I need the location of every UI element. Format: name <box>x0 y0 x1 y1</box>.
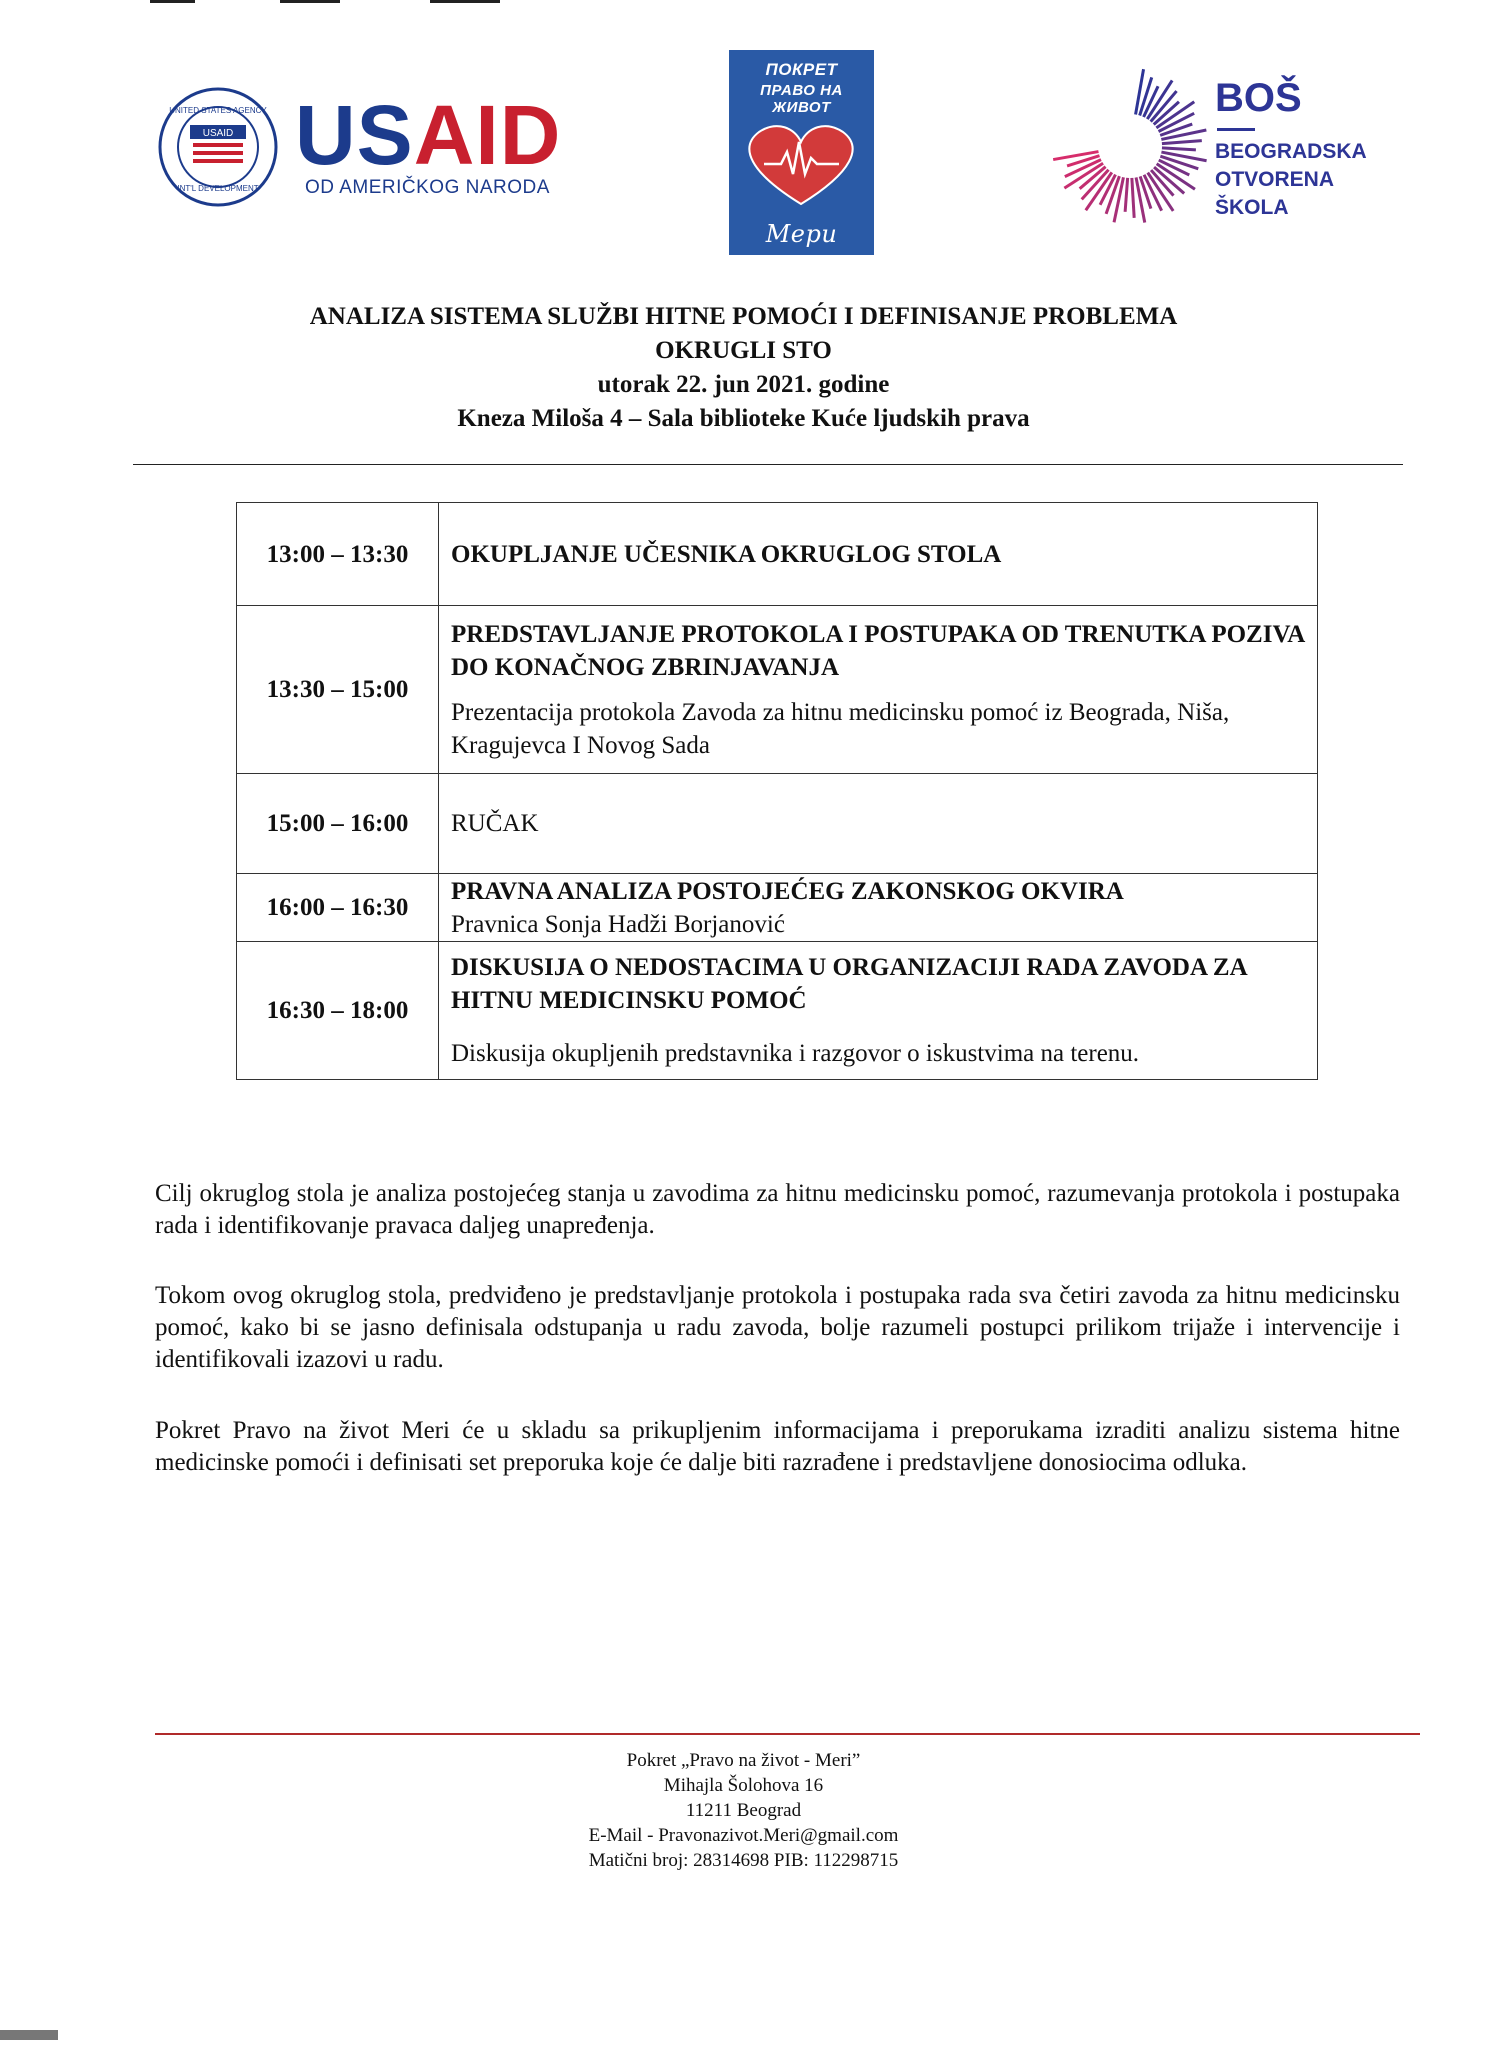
agenda-title: PRAVNA ANALIZA POSTOJEĆEG ZAKONSKOG OKVIRA <box>451 877 1124 905</box>
agenda-content <box>439 874 1318 942</box>
header-divider <box>133 464 1403 465</box>
bos-subtitle: BEOGRADSKA OTVORENA ŠKOLA <box>1215 140 1367 219</box>
sunburst-ray <box>1162 141 1202 144</box>
paragraph-outcome: Pokret Pravo na život Meri će u skladu sa prikupljenim informacijama i preporukama izraditi analizu sistema hitne medicinske pomoći i definisati set preporuka koje će dalje biti razrađene i predstavljene donosiocima odluka. <box>155 1417 1400 1476</box>
agenda-time: 16:30 – 18:00 <box>237 942 439 1080</box>
heart-icon <box>729 112 874 212</box>
agenda-detail: Prezentacija protokola Zavoda za hitnu medicinsku pomoć iz Beograda, Niša, Kragujevca I Novog Sada <box>451 698 1230 759</box>
agenda-time: 13:30 – 15:00 <box>237 606 439 774</box>
agenda-row <box>237 503 1318 606</box>
usaid-tagline: OD AMERIČKOG NARODA <box>305 177 550 198</box>
agenda-time: 15:00 – 16:00 <box>237 774 439 874</box>
agenda-row <box>237 774 1318 874</box>
usaid-logo <box>155 85 575 210</box>
footer-ids: Matični broj: 28314698 PIB: 112298715 <box>588 1850 899 1871</box>
pokret-logo <box>729 50 874 255</box>
footer-street: Mihajla Šolohova 16 <box>663 1775 824 1796</box>
agenda-content <box>439 606 1318 774</box>
agenda-time: 13:00 – 13:30 <box>237 503 439 606</box>
sunburst-icon <box>1050 58 1210 233</box>
usaid-wordmark: USAID <box>295 88 562 182</box>
bos-title: BOŠ <box>1215 76 1302 120</box>
agenda-title: DISKUSIJA O NEDOSTACIMA U ORGANIZACIJI RADA ZAVODA ZA HITNU MEDICINSKU POMOĆ <box>451 954 1247 1014</box>
agenda-content <box>439 503 1318 606</box>
agenda-row <box>237 874 1318 942</box>
footer-divider <box>155 1733 1420 1735</box>
agenda-detail: Diskusija okupljenih predstavnika i razgovor o iskustvima na terenu. <box>451 1040 1140 1067</box>
sunburst-ray <box>1132 178 1134 218</box>
agenda-row <box>237 606 1318 774</box>
footer-org: Pokret „Pravo na život - Meri” <box>626 1750 861 1771</box>
usaid-seal-icon <box>155 85 285 210</box>
agenda-detail: RUČAK <box>451 810 539 837</box>
pokret-signature: Мери <box>765 220 838 248</box>
sunburst-ray <box>1162 148 1196 150</box>
event-location: Kneza Miloša 4 – Sala biblioteke Kuće ljudskih prava <box>457 405 1030 432</box>
bos-logo <box>1050 58 1370 233</box>
footer-email: E-Mail - Pravonazivot.Meri@gmail.com <box>588 1825 899 1846</box>
svg-text:UNITED STATES AGENCY: UNITED STATES AGENCY <box>169 106 267 115</box>
agenda-title: OKUPLJANJE UČESNIKA OKRUGLOG STOLA <box>451 540 1002 568</box>
agenda-title: PREDSTAVLJANJE PROTOKOLA I POSTUPAKA OD TRENUTKA POZIVA DO KONAČNOG ZBRINJAVANJA <box>451 620 1304 681</box>
agenda-detail: Pravnica Sonja Hadži Borjanović <box>451 910 785 938</box>
agenda-table <box>236 502 1318 1080</box>
agenda-content <box>439 774 1318 874</box>
footer-address <box>0 1748 1487 1873</box>
bos-divider <box>1217 128 1255 131</box>
page-title: ANALIZA SISTEMA SLUŽBI HITNE POMOĆI I DEFINISANJE PROBLEMA <box>309 303 1178 330</box>
paragraph-plan: Tokom ovog okruglog stola, predviđeno je predstavljanje protokola i postupaka rada sva četiri zavoda za hitnu medicinsku pomoć, kako bi se jasno definisala odstupanja u radu zavoda, bolje razumeli postupci prilikom trijaže i intervencije i identifikovali izazovi u radu. <box>155 1282 1400 1373</box>
page-subtitle: OKRUGLI STO <box>655 337 832 364</box>
sunburst-ray <box>1125 178 1128 212</box>
event-date: utorak 22. jun 2021. godine <box>597 371 890 398</box>
scan-artifact <box>0 2030 58 2040</box>
svg-text:USAID: USAID <box>202 128 234 139</box>
agenda-time: 16:00 – 16:30 <box>237 874 439 942</box>
footer-city: 11211 Beograd <box>685 1800 802 1821</box>
agenda-row <box>237 942 1318 1080</box>
paragraph-goal: Cilj okruglog stola je analiza postojećeg stanja u zavodima za hitnu medicinsku pomoć, razumevanja protokola i postupaka rada i identifikovanje pravaca daljeg unapređenja. <box>155 1180 1400 1239</box>
scan-artifact <box>430 0 500 3</box>
scan-artifact <box>280 0 340 3</box>
scan-artifact <box>150 0 195 3</box>
svg-text:INT'L DEVELOPMENT: INT'L DEVELOPMENT <box>177 184 259 193</box>
pokret-line2: ПРАВО НА ЖИВОТ <box>760 82 843 116</box>
pokret-line1: ПОКРЕТ <box>765 60 838 79</box>
agenda-content <box>439 942 1318 1080</box>
